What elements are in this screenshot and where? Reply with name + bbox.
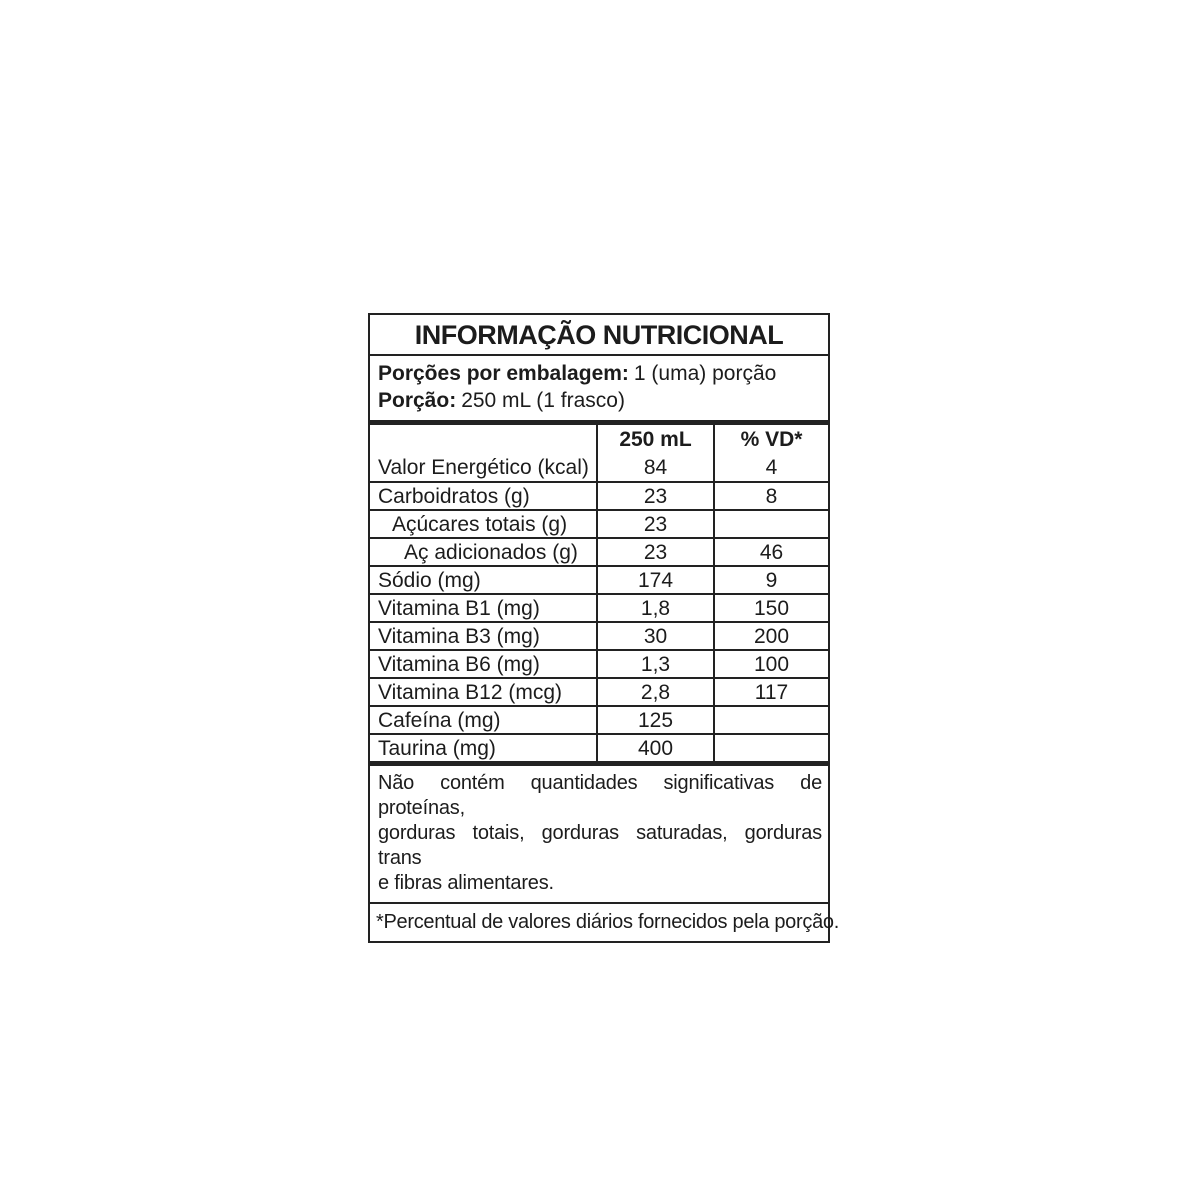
amount-value: 84 [596, 453, 713, 481]
header-nutrient-cell [370, 425, 596, 453]
table-row [370, 481, 828, 509]
nutrient-name: Taurina (mg) [378, 736, 496, 760]
servings-per-package-line [378, 360, 820, 387]
table-header-row [370, 425, 828, 453]
header-dv-cell: % VD* [713, 425, 828, 453]
amount-value: 125 [596, 707, 713, 733]
nutrition-rows [370, 453, 828, 761]
amount-value: 2,8 [596, 679, 713, 705]
portion-size-label: Porção: [378, 389, 457, 413]
amount-value: 174 [596, 567, 713, 593]
note-line: gorduras totais, gorduras saturadas, gorduras trans [378, 822, 822, 870]
note-line: e fibras alimentares. [378, 872, 554, 895]
amount-value: 23 [596, 511, 713, 537]
nutrient-name: Aç adicionados (g) [404, 540, 578, 564]
table-row [370, 621, 828, 649]
dv-value [713, 735, 828, 761]
table-row [370, 733, 828, 761]
table-row [370, 649, 828, 677]
amount-value: 23 [596, 539, 713, 565]
table-row [370, 537, 828, 565]
nutrient-name: Carboidratos (g) [378, 484, 530, 508]
nutrient-name: Vitamina B1 (mg) [378, 596, 540, 620]
table-row [370, 705, 828, 733]
insignificant-amounts-note [370, 761, 828, 902]
dv-value: 117 [713, 679, 828, 705]
dv-value: 200 [713, 623, 828, 649]
amount-value: 1,3 [596, 651, 713, 677]
label-title: INFORMAÇÃO NUTRICIONAL [370, 315, 828, 356]
dv-value: 150 [713, 595, 828, 621]
nutrient-name: Vitamina B12 (mcg) [378, 680, 563, 704]
table-row [370, 677, 828, 705]
amount-value: 1,8 [596, 595, 713, 621]
header-amount-cell: 250 mL [596, 425, 713, 453]
dv-value: 9 [713, 567, 828, 593]
dv-value: 4 [713, 453, 828, 481]
note-line: Não contém quantidades significativas de proteínas, [378, 772, 822, 820]
nutrient-name: Sódio (mg) [378, 568, 481, 592]
dv-value: 46 [713, 539, 828, 565]
servings-per-package-value: 1 (uma) porção [633, 362, 777, 386]
nutrient-name: Valor Energético (kcal) [378, 455, 589, 479]
dv-value: 8 [713, 483, 828, 509]
dv-value [713, 707, 828, 733]
portion-size-value: 250 mL (1 frasco) [461, 389, 625, 413]
nutrient-name: Açúcares totais (g) [392, 512, 568, 536]
amount-value: 30 [596, 623, 713, 649]
nutrient-name: Vitamina B3 (mg) [378, 624, 540, 648]
dv-value [713, 511, 828, 537]
table-row [370, 453, 828, 481]
portion-block [370, 356, 828, 420]
amount-value: 400 [596, 735, 713, 761]
table-row [370, 565, 828, 593]
nutrition-table [370, 425, 828, 761]
table-row [370, 593, 828, 621]
amount-value: 23 [596, 483, 713, 509]
nutrient-name: Cafeína (mg) [378, 708, 501, 732]
daily-value-footnote: *Percentual de valores diários fornecidos pela porção. [370, 902, 828, 941]
nutrient-name: Vitamina B6 (mg) [378, 652, 540, 676]
dv-value: 100 [713, 651, 828, 677]
nutrition-facts-label [368, 313, 839, 943]
table-row [370, 509, 828, 537]
portion-size-line [378, 387, 820, 414]
servings-per-package-label: Porções por embalagem: [378, 362, 629, 386]
